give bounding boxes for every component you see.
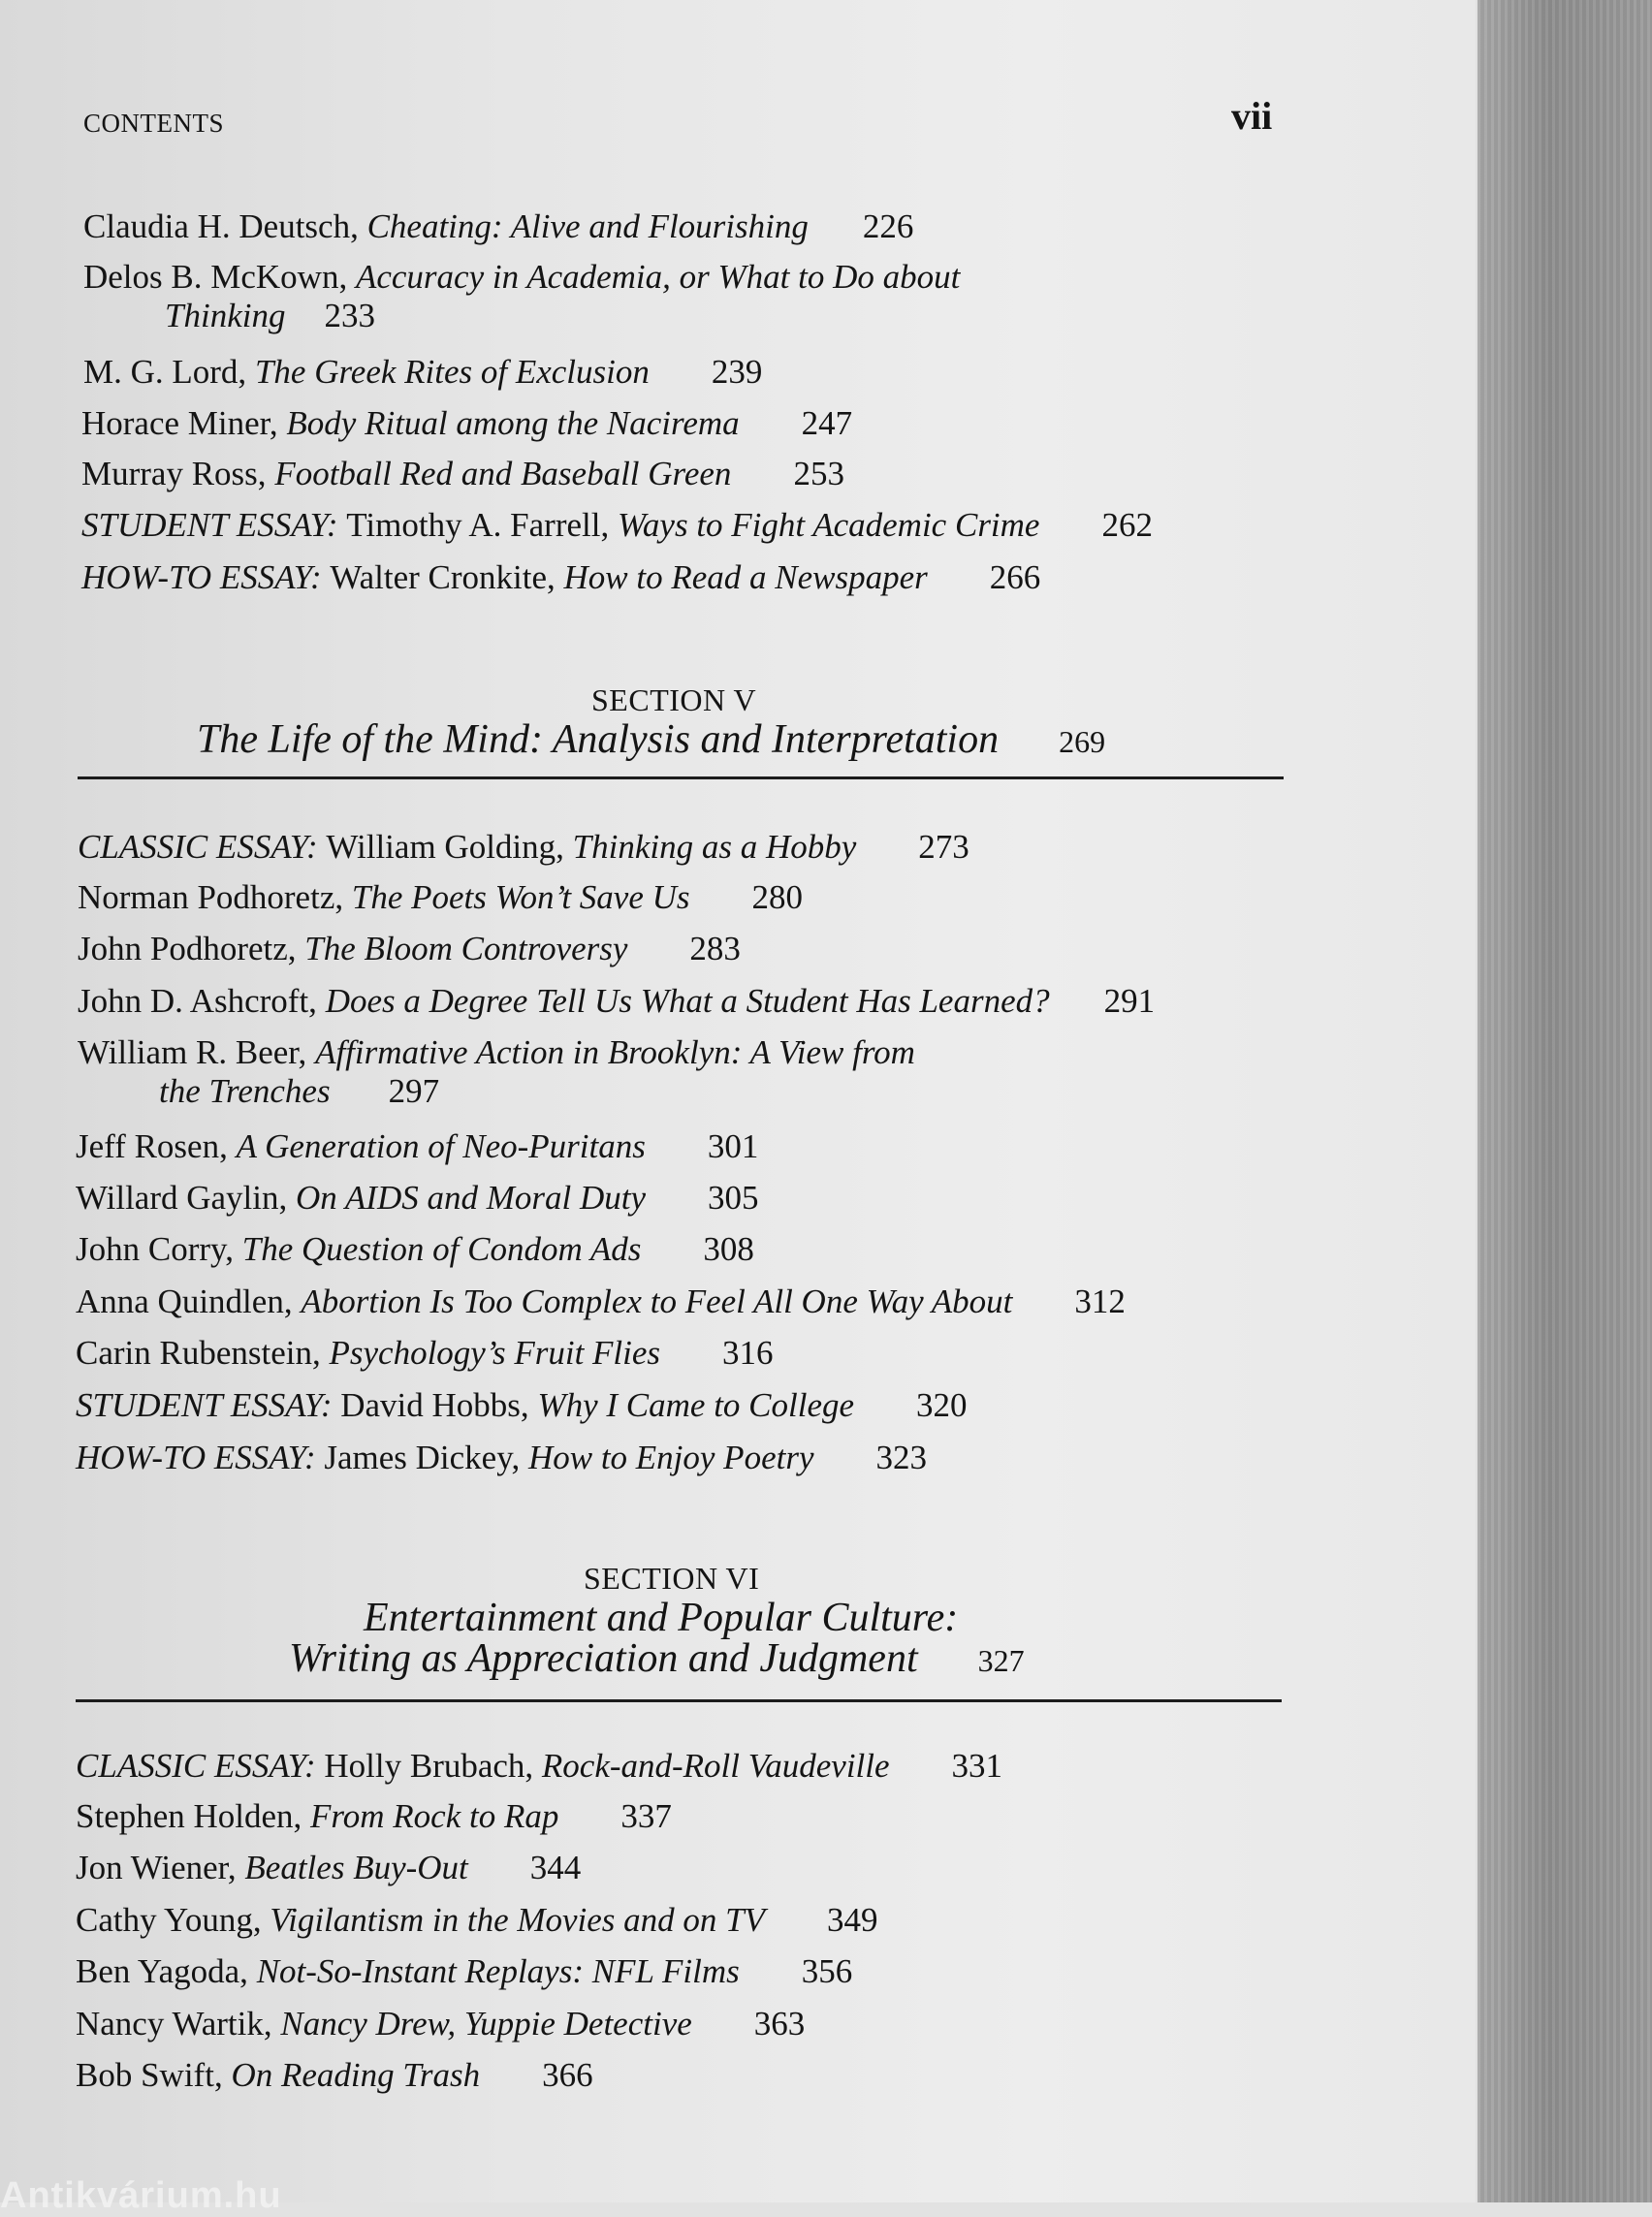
entry-author: Willard Gaylin, [76, 1179, 297, 1217]
entry-page: 247 [801, 404, 853, 442]
section-title-line2 [289, 1638, 1025, 1681]
toc-entry [76, 1334, 774, 1373]
entry-title: From Rock to Rap [310, 1797, 559, 1835]
entry-author: Holly Brubach, [324, 1747, 542, 1785]
section-page: 327 [977, 1643, 1025, 1678]
entry-author: Ben Yagoda, [76, 1952, 257, 1990]
entry-label: STUDENT ESSAY: [81, 506, 347, 544]
entry-author: Stephen Holden, [76, 1797, 311, 1835]
entry-author: M. G. Lord, [83, 353, 255, 391]
entry-page: 363 [753, 2005, 806, 2043]
entry-title: Vigilantism in the Movies and on TV [270, 1901, 766, 1939]
entry-author: Bob Swift, [76, 2056, 232, 2094]
toc-entry [76, 1439, 927, 1477]
entry-label: STUDENT ESSAY: [76, 1386, 341, 1424]
toc-entry [78, 878, 803, 917]
entry-page: 305 [708, 1179, 759, 1217]
entry-page: 366 [542, 2056, 593, 2094]
entry-title: Does a Degree Tell Us What a Student Has Learned? [325, 982, 1050, 1020]
toc-entry [76, 1849, 581, 1887]
toc-entry [78, 1033, 915, 1111]
entry-author: Jeff Rosen, [76, 1127, 237, 1165]
entry-page: 262 [1101, 506, 1153, 544]
entry-title: Rock-and-Roll Vaudeville [541, 1747, 890, 1785]
section-rule [78, 776, 1284, 779]
entry-title: Accuracy in Academia, or What to Do about [355, 258, 961, 296]
entry-label: HOW-TO ESSAY: [81, 558, 331, 596]
section-page: 269 [1059, 724, 1106, 759]
toc-entry [76, 1127, 758, 1166]
section-title [197, 719, 1105, 762]
entry-page: 316 [722, 1334, 774, 1372]
toc-entry [76, 1283, 1126, 1321]
section-title-text: Writing as Appreciation and Judgment [289, 1636, 918, 1681]
entry-author: David Hobbs, [340, 1386, 538, 1424]
entry-label: CLASSIC ESSAY: [78, 828, 327, 866]
entry-page: 297 [388, 1072, 440, 1110]
entry-title: The Question of Condom Ads [241, 1230, 642, 1268]
watermark: Antikvárium.hu [0, 2175, 282, 2216]
toc-entry [78, 982, 1155, 1021]
entry-title: The Bloom Controversy [304, 930, 628, 967]
section-label: SECTION V [591, 682, 757, 717]
entry-page: 283 [689, 930, 741, 967]
toc-entry [81, 455, 844, 493]
toc-entry [76, 1230, 754, 1269]
entry-label: HOW-TO ESSAY: [76, 1439, 325, 1476]
entry-author: John Corry, [76, 1230, 242, 1268]
entry-author: Cathy Young, [76, 1901, 270, 1939]
entry-author: Walter Cronkite, [330, 558, 564, 596]
toc-entry [78, 930, 741, 968]
entry-author: Murray Ross, [81, 455, 275, 492]
entry-author: James Dickey, [324, 1439, 528, 1476]
toc-entry [76, 2056, 593, 2095]
entry-page: 301 [707, 1127, 759, 1165]
entry-title-continued: the Trenches [159, 1072, 331, 1110]
entry-page: 226 [862, 207, 914, 245]
toc-entry [83, 353, 762, 392]
facing-page-edge [1477, 0, 1652, 2202]
entry-page: 349 [827, 1901, 878, 1939]
entry-title: Affirmative Action in Brooklyn: A View from [315, 1033, 915, 1071]
entry-title: On AIDS and Moral Duty [296, 1179, 647, 1217]
entry-page: 331 [951, 1747, 1003, 1785]
entry-author: William Golding, [326, 828, 573, 866]
section-title-line1: Entertainment and Popular Culture: [364, 1596, 959, 1640]
toc-entry [76, 1901, 878, 1940]
entry-title: Thinking as a Hobby [572, 828, 857, 866]
entry-title: Ways to Fight Academic Crime [617, 506, 1040, 544]
entry-title: Body Ritual among the Nacirema [286, 404, 740, 442]
entry-author: Anna Quindlen, [76, 1283, 302, 1320]
section-label: SECTION VI [584, 1561, 760, 1596]
entry-page: 344 [529, 1849, 582, 1886]
entry-author: Carin Rubenstein, [76, 1334, 330, 1372]
entry-title: Abortion Is Too Complex to Feel All One Way About [301, 1283, 1013, 1320]
toc-entry [81, 558, 1040, 597]
entry-title-continued: Thinking [165, 297, 286, 334]
entry-page: 337 [620, 1797, 672, 1835]
entry-page: 280 [751, 878, 804, 916]
entry-title: How to Read a Newspaper [563, 558, 928, 596]
entry-title: Not-So-Instant Replays: NFL Films [256, 1952, 740, 1990]
entry-author: Norman Podhoretz, [78, 878, 352, 916]
section-title-text: The Life of the Mind: Analysis and Interpretation [197, 717, 1000, 762]
toc-entry [76, 1797, 672, 1836]
toc-entry [76, 2005, 805, 2043]
entry-title: How to Enjoy Poetry [527, 1439, 814, 1476]
entry-author: John D. Ashcroft, [78, 982, 326, 1020]
toc-entry [76, 1747, 1002, 1786]
entry-author: Horace Miner, [81, 404, 287, 442]
entry-title: Nancy Drew, Yuppie Detective [280, 2005, 692, 2043]
entry-title: Football Red and Baseball Green [274, 455, 732, 492]
entry-author: John Podhoretz, [78, 930, 305, 967]
entry-author: Nancy Wartik, [76, 2005, 281, 2043]
entry-title: The Greek Rites of Exclusion [254, 353, 650, 391]
entry-page: 320 [916, 1386, 968, 1424]
entry-title: Why I Came to College [537, 1386, 855, 1424]
entry-title: A Generation of Neo-Puritans [236, 1127, 646, 1165]
entry-title: Beatles Buy-Out [244, 1849, 468, 1886]
toc-entry [83, 207, 913, 246]
toc-entry [81, 404, 852, 443]
page-number: vii [1231, 94, 1273, 138]
entry-author: Claudia H. Deutsch, [83, 207, 367, 245]
entry-page: 266 [989, 558, 1041, 596]
entry-page: 233 [324, 297, 375, 334]
entry-page: 239 [711, 353, 763, 391]
entry-author: Timothy A. Farrell, [346, 506, 618, 544]
entry-label: CLASSIC ESSAY: [76, 1747, 325, 1785]
toc-entry [83, 258, 960, 335]
toc-entry [76, 1386, 968, 1425]
entry-author: William R. Beer, [78, 1033, 316, 1071]
entry-title: The Poets Won’t Save Us [351, 878, 690, 916]
entry-page: 356 [801, 1952, 853, 1990]
entry-page: 308 [703, 1230, 754, 1268]
entry-page: 291 [1103, 982, 1156, 1020]
entry-title: Psychology’s Fruit Flies [329, 1334, 661, 1372]
toc-entry [81, 506, 1153, 545]
entry-page: 273 [918, 828, 969, 866]
entry-page: 323 [875, 1439, 927, 1476]
entry-page: 253 [793, 455, 844, 492]
running-head: CONTENTS [83, 109, 224, 138]
toc-entry [76, 1179, 759, 1218]
toc-entry [76, 1952, 852, 1991]
entry-author: Delos B. McKown, [83, 258, 356, 296]
entry-page: 312 [1074, 1283, 1126, 1320]
entry-author: Jon Wiener, [76, 1849, 245, 1886]
entry-title: On Reading Trash [231, 2056, 481, 2094]
toc-entry [78, 828, 969, 867]
entry-title: Cheating: Alive and Flourishing [366, 207, 809, 245]
section-rule [76, 1699, 1282, 1702]
